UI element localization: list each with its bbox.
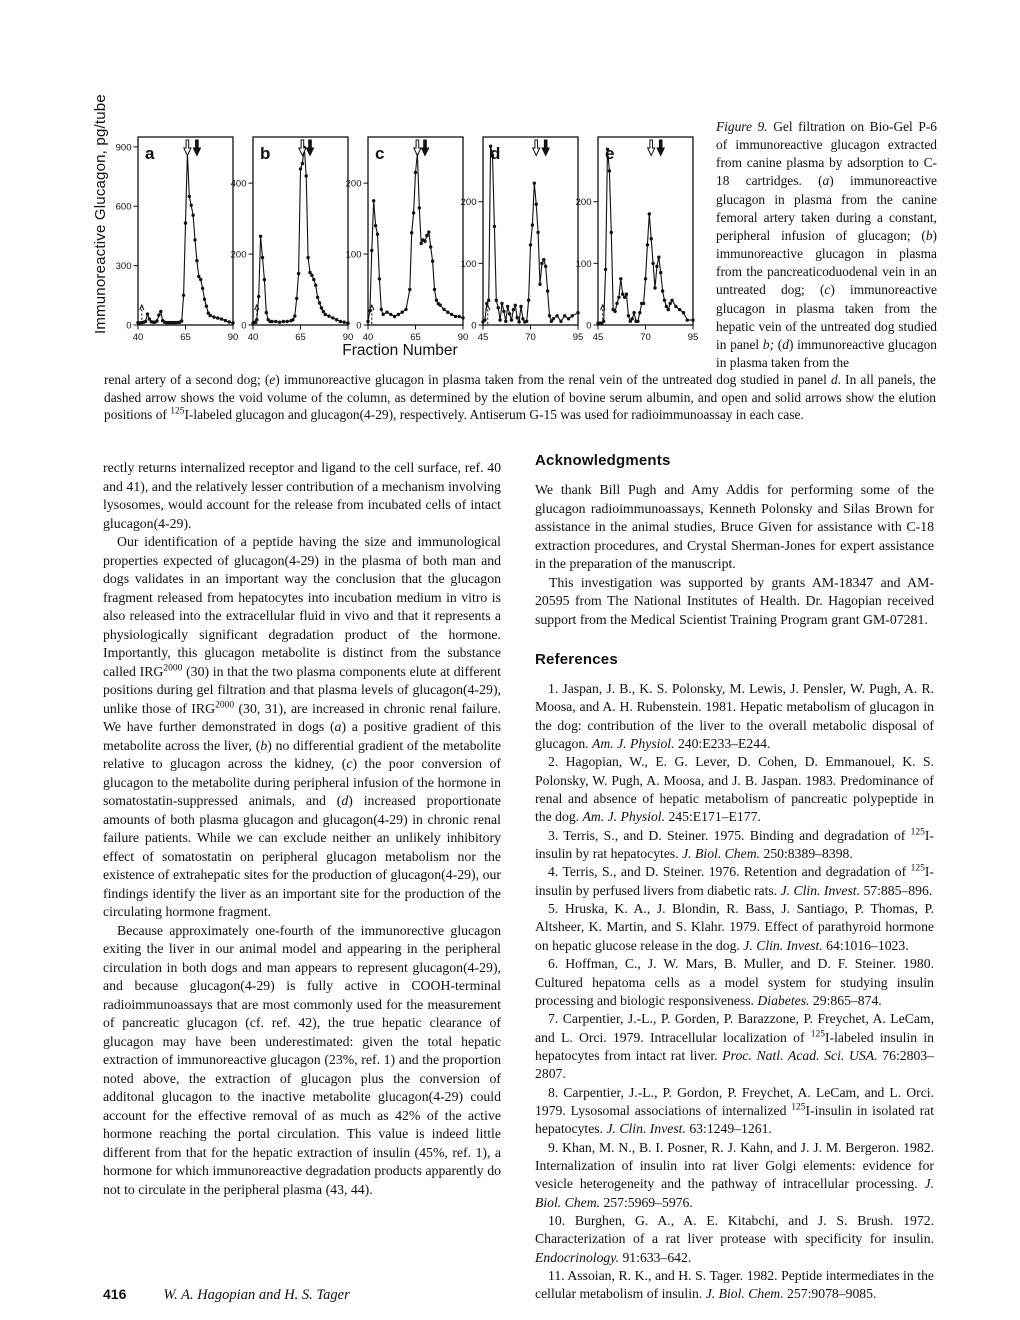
svg-text:300: 300 bbox=[115, 261, 132, 273]
page-number: 416 bbox=[103, 1286, 127, 1302]
panel-letter: d bbox=[490, 144, 501, 163]
chart-panel-e bbox=[572, 123, 700, 361]
chart-panel-a bbox=[112, 123, 240, 361]
reference-item: 10. Burghen, G. A., A. E. Kitabchi, and J. S. Brush. 1972. Characterization of a rat liver protease with specificity for insulin. Endocrinology. 91:633–642. bbox=[535, 1212, 934, 1265]
acknowledgments-text bbox=[535, 481, 934, 629]
chart-panel-d bbox=[457, 123, 585, 361]
reference-item: 4. Terris, S., and D. Steiner. 1976. Retention and degradation of $^{125}$I-insulin by perfused livers from diabetic rats. J. Clin. Invest. 57:885–896. bbox=[535, 863, 934, 898]
svg-text:600: 600 bbox=[115, 201, 132, 213]
panel-letter: b bbox=[260, 144, 271, 163]
svg-text:40: 40 bbox=[132, 332, 144, 343]
reference-item: 8. Carpentier, J.-L., P. Gordon, P. Freychet, A. LeCam, and L. Orci. 1979. Lysosomal associations of internalized $^{125}$I-insulin in isolated rat hepatocytes. J. Clin. Invest. 63:1249–1261. bbox=[535, 1084, 934, 1137]
svg-text:40: 40 bbox=[362, 332, 374, 343]
svg-text:95: 95 bbox=[687, 332, 699, 343]
panel-letter: a bbox=[145, 144, 155, 163]
chart-panel-b bbox=[227, 123, 355, 361]
svg-text:200: 200 bbox=[460, 197, 477, 209]
figure bbox=[0, 0, 1020, 440]
svg-text:200: 200 bbox=[575, 197, 592, 209]
open-elution-arrow-icon bbox=[648, 140, 655, 156]
right-column bbox=[535, 452, 934, 1304]
reference-item: 1. Jaspan, J. B., K. S. Polonsky, M. Lewis, J. Pensler, W. Pugh, A. R. Moosa, and A. H. Rubenstein. 1981. Hepatic metabolism of glucagon in the dog: contribution of the liver to the overall metabolic disposal of glucagon. Am. J. Physiol. 240:E233–E244. bbox=[535, 681, 934, 752]
svg-text:0: 0 bbox=[241, 320, 247, 332]
svg-text:65: 65 bbox=[410, 332, 421, 343]
svg-text:100: 100 bbox=[575, 258, 592, 270]
svg-text:100: 100 bbox=[345, 249, 362, 261]
acknowledgments-heading: Acknowledgments bbox=[535, 452, 671, 469]
reference-item: 6. Hoffman, C., J. W. Mars, B. Muller, and D. F. Steiner. 1980. Cultured hepatoma cells as a model system for studying insulin processing and biologic responsiveness. Diabetes. 29:865–874. bbox=[535, 956, 934, 1008]
page-footer bbox=[103, 1286, 603, 1304]
body-paragraph: Because approximately one-fourth of the immunorective glucagon exiting the liver in our animal model and appearing in the peripheral circulation in both dogs and man appears to represent glucagon(4-29), and because glucagon(4-29) is fully active in COOH-terminal radioimmunoassays that are most commonly used for the measurement of pancreatic glucagon (cf. ref. 42), the true hepatic clearance of glucagon may have been underestimated: given the total hepatic extraction of immunoreactive glucagon (23%, ref. 1) and the proportion noted above, the extraction of glucagon plus the conversion of additonal glucagon to the inactive metabolite glucagon(4-29) could account for the effective removal of as much as 42% of the active hormone reaching the portal circulation. This value is indeed little different from that for the hepatic extraction of insulin (45%, ref. 1), a hormone for which immunoreactive degradation products apparently do not to circulate in the peripheral plasma (43, 44). bbox=[103, 922, 501, 1197]
svg-text:65: 65 bbox=[295, 332, 306, 343]
solid-elution-arrow-icon bbox=[542, 140, 549, 156]
svg-text:200: 200 bbox=[345, 178, 362, 190]
chart-panel-c bbox=[342, 123, 470, 361]
svg-text:90: 90 bbox=[227, 332, 239, 343]
references-list bbox=[535, 680, 934, 1304]
running-title: W. A. Hagopian and H. S. Tager bbox=[163, 1287, 350, 1303]
svg-text:900: 900 bbox=[115, 142, 132, 154]
svg-text:0: 0 bbox=[126, 320, 132, 332]
svg-text:400: 400 bbox=[230, 178, 247, 190]
body-paragraph: rectly returns internalized receptor and ligand to the cell surface, ref. 40 and 41), and the relatively lesser contribution of a mechanism involving lysosomes, would account for the release from incubated cells of intact glucagon(4-29). bbox=[103, 460, 501, 531]
figure-y-axis-title: Immunoreactive Glucagon, pg/tube bbox=[92, 94, 109, 334]
references-heading: References bbox=[535, 651, 618, 668]
solid-elution-arrow-icon bbox=[306, 140, 313, 156]
solid-elution-arrow-icon bbox=[657, 140, 664, 156]
svg-text:0: 0 bbox=[356, 320, 362, 332]
body-paragraphs bbox=[103, 459, 501, 1199]
svg-text:65: 65 bbox=[180, 332, 191, 343]
solid-elution-arrow-icon bbox=[193, 140, 200, 156]
acknowledgments-paragraph: We thank Bill Pugh and Amy Addis for performing some of the glucagon radioimmunoassays, Kenneth Polonsky and Silas Brown for assistance in the animal studies, Bruce Given for assistance with C-18 extraction procedures, and Crystal Sherman-Jones for expert assistance in the preparation of the manuscript. bbox=[535, 482, 934, 571]
panel-letter: c bbox=[375, 144, 385, 163]
svg-text:90: 90 bbox=[457, 332, 469, 343]
svg-text:70: 70 bbox=[525, 332, 536, 343]
svg-text:45: 45 bbox=[477, 332, 489, 343]
open-elution-arrow-icon bbox=[533, 140, 540, 156]
svg-text:45: 45 bbox=[592, 332, 604, 343]
figure-caption-bottom: renal artery of a second dog; (e) immunoreactive glucagon in plasma taken from the renal vein of the untreated dog studied in panel d. In all panels, the dashed arrow shows the void volume of the column, as determined by the elution of bovine serum albumin, and open and solid arrows show the elution positions of $^{125}$I-labeled glucagon and glucagon(4-29), respectively. Antiserum G-15 was used for radioimmunoassay in each case. bbox=[104, 372, 936, 423]
svg-text:0: 0 bbox=[586, 320, 592, 332]
svg-text:100: 100 bbox=[460, 258, 477, 270]
open-elution-arrow-icon bbox=[414, 140, 421, 156]
reference-item: 2. Hagopian, W., E. G. Lever, D. Cohen, D. Emmanouel, K. S. Polonsky, W. Pugh, A. Moosa, and J. B. Jaspan. 1983. Predominance of renal and absence of hepatic metabolism of pancreatic polypeptide in the dog. Am. J. Physiol. 245:E171–E177. bbox=[535, 754, 934, 825]
open-elution-arrow-icon bbox=[184, 140, 191, 156]
reference-item: 7. Carpentier, J.-L., P. Gorden, P. Barazzone, P. Freychet, A. LeCam, and L. Orci. 1979. Intracellular localization of $^{125}$I-labeled insulin in hepatocytes from intact rat liver. Proc. Natl. Acad. Sci. USA. 76:2803–2807. bbox=[535, 1011, 934, 1082]
reference-item: 3. Terris, S., and D. Steiner. 1975. Binding and degradation of $^{125}$I-insulin by rat hepatocytes. J. Biol. Chem. 250:8389–8398. bbox=[535, 827, 934, 862]
reference-item: 5. Hruska, K. A., J. Blondin, R. Bass, J. Santiago, P. Thomas, P. Altsheer, K. Martin, and S. Klahr. 1979. Effect of parathyroid hormone on hepatic glucose release in the dog. J. Clin. Invest. 64:1016–1023. bbox=[535, 901, 934, 953]
solid-elution-arrow-icon bbox=[421, 140, 428, 156]
svg-text:200: 200 bbox=[230, 249, 247, 261]
body-paragraph: Our identification of a peptide having the size and immunological properties expected of glucagon(4-29) in the plasma of both man and dogs validates in an important way the conclusion that the glucagon fragment released from hepatocytes into incubation medium in vitro is also released into the extracellular fluid in vivo and that it represents a physiologically significant degradation product of the hormone. Importantly, this glucagon metabolite is distinct from the substance called $IRG^{2000}$ (30) in that the two plasma components elute at different positions during gel filtration and that plasma levels of glucagon(4-29), unlike those of $IRG^{2000}$ (30, 31), are increased in chronic renal failure. We have further demonstrated in dogs (a) a positive gradient of this metabolite across the liver, (b) no differential gradient of the metabolite relative to glucagon across the kidney, (c) the poor conversion of glucagon to the metabolite during peripheral infusion of the hormone in somatostatin-suppressed animals, and (d) increased proportionate amounts of both plasma glucagon and glucagon(4-29) in chronic renal failure patients. While we can exclude neither an unlikely inhibitory effect of somatostatin on peripheral glucagon metabolism nor the existence of extrahepatic sites for the production of glucagon(4-29), our findings identify the liver as an important site for the production of the circulating hormone fragment. bbox=[103, 534, 501, 919]
svg-text:90: 90 bbox=[342, 332, 354, 343]
svg-text:40: 40 bbox=[247, 332, 259, 343]
figure-caption-side: Figure 9. Gel filtration on Bio-Gel P-6 of immunoreactive glucagon extracted from canine plasma by adsorption to C-18 cartridges. (a) immunoreactive glucagon in plasma from the canine femoral artery taken during a constant, peripheral infusion of glucagon; (b) immunoreactive glucagon in plasma from the pancreaticoduodenal vein in an untreated dog; (c) immunoreactive glucagon in plasma taken from the hepatic vein of the untreated dog studied in panel b; (d) immunoreactive glucagon in plasma taken from the bbox=[716, 119, 938, 371]
reference-item: 11. Assoian, R. K., and H. S. Tager. 1982. Peptide intermediates in the cellular metabolism of insulin. J. Biol. Chem. 257:9078–9085. bbox=[535, 1268, 934, 1302]
acknowledgments-paragraph: This investigation was supported by grants AM-18347 and AM-20595 from The National Institutes of Health. Dr. Hagopian received support from the Medical Scientist Training Program grant GM-07281. bbox=[535, 574, 934, 627]
panel-letter: e bbox=[605, 144, 615, 163]
figure-panels bbox=[0, 123, 720, 363]
svg-text:95: 95 bbox=[572, 332, 584, 343]
left-column bbox=[103, 459, 501, 1199]
reference-item: 9. Khan, M. N., B. I. Posner, R. J. Kahn, and J. J. M. Bergeron. 1982. Internalization of insulin into rat liver Golgi elements: evidence for vesicle heterogeneity and the pathway of intracellular processing. J. Biol. Chem. 257:5969–5976. bbox=[535, 1139, 934, 1210]
svg-text:0: 0 bbox=[471, 320, 477, 332]
figure-x-axis-title: Fraction Number bbox=[342, 342, 458, 359]
svg-text:70: 70 bbox=[640, 332, 651, 343]
